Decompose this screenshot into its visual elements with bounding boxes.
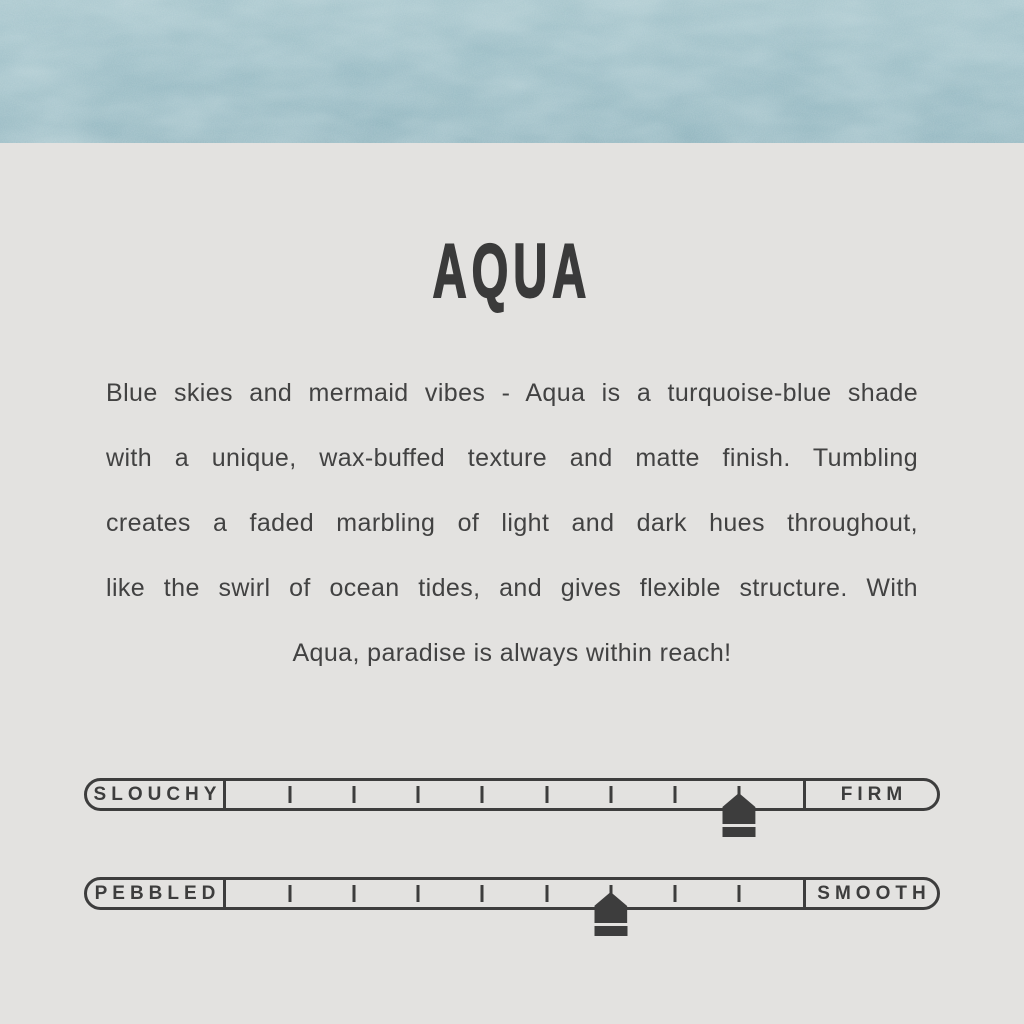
aqua-leather-texture	[0, 0, 1024, 143]
scale-tick	[289, 885, 292, 902]
leather-texture-image	[0, 0, 1024, 143]
marker-pointer-icon	[594, 892, 627, 923]
marker-base-bar	[722, 827, 755, 837]
scale-left-label: SLOUCHY	[93, 783, 222, 805]
firmness-scale	[84, 778, 940, 811]
product-description	[106, 361, 918, 686]
scale-right-cap	[803, 880, 937, 907]
texture-scale	[84, 877, 940, 910]
scale-tick	[481, 885, 484, 902]
description-line: Blue skies and mermaid vibes - Aqua is a turquoise-blue shade	[106, 379, 918, 407]
description-line: creates a faded marbling of light and dark hues throughout,	[106, 509, 918, 537]
scale-tick	[609, 786, 612, 803]
scale-tick	[673, 786, 676, 803]
scale-tick	[353, 885, 356, 902]
scale-left-cap	[87, 880, 226, 907]
scale-left-cap	[87, 781, 226, 808]
firmness-scale-marker	[722, 793, 755, 837]
texture-scale-marker	[594, 892, 627, 936]
color-name-heading: AQUA	[432, 229, 592, 314]
scale-tick	[289, 786, 292, 803]
scale-tick	[417, 786, 420, 803]
marker-pointer-icon	[722, 793, 755, 824]
scale-tick	[545, 885, 548, 902]
scale-tick	[481, 786, 484, 803]
scale-tick	[737, 885, 740, 902]
scale-left-label: PEBBLED	[94, 882, 221, 904]
scale-tick	[673, 885, 676, 902]
marker-base-bar	[594, 926, 627, 936]
page-title	[0, 143, 1024, 314]
scale-tick	[353, 786, 356, 803]
scale-tick	[417, 885, 420, 902]
description-line: like the swirl of ocean tides, and gives flexible structure. With	[106, 574, 918, 602]
scale-right-cap	[803, 781, 937, 808]
firmness-scale-track	[226, 781, 803, 808]
scale-right-label: FIRM	[840, 783, 908, 805]
attribute-scales	[84, 778, 940, 910]
description-line: with a unique, wax-buffed texture and matte finish. Tumbling	[106, 444, 918, 472]
texture-scale-track	[226, 880, 803, 907]
scale-tick	[545, 786, 548, 803]
description-line: Aqua, paradise is always within reach!	[292, 639, 732, 667]
scale-right-label: SMOOTH	[817, 882, 931, 904]
